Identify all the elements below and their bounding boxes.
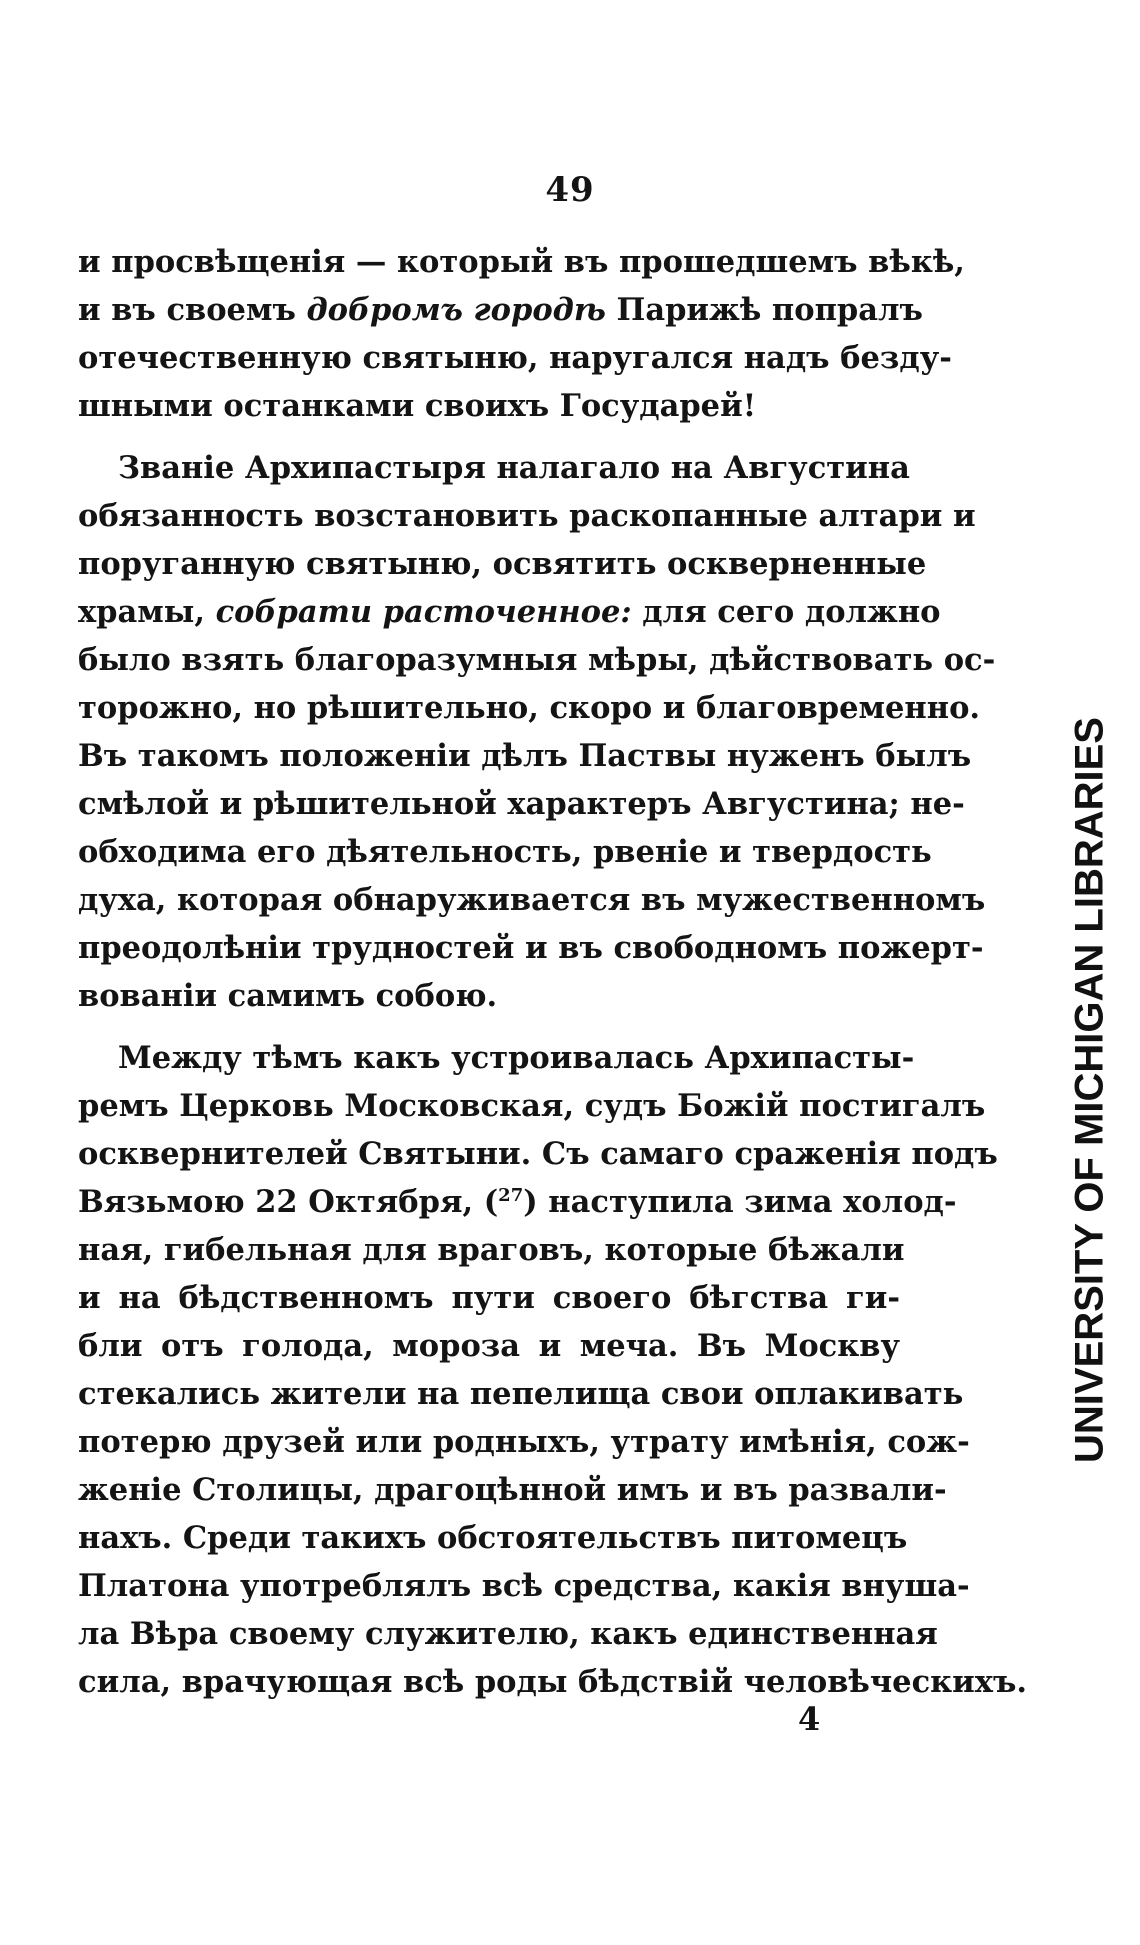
text-line: поруганную святыню, освятить оскверненные — [78, 546, 927, 582]
page-number: 49 — [545, 170, 595, 210]
paragraph — [78, 1034, 1027, 1706]
text-line: обходима его дѣятельность, рвеніе и твердость — [78, 834, 932, 870]
text-line — [78, 286, 923, 334]
text-line: Въ такомъ положеніи дѣлъ Паствы нуженъ былъ — [78, 738, 972, 774]
text-line: и просвѣщенія — который въ прошедшемъ вѣкѣ, — [78, 244, 965, 280]
text-line — [78, 588, 941, 636]
text-line — [78, 1178, 957, 1226]
paragraph-gap — [78, 1020, 900, 1034]
text-line: женіе Столицы, драгоцѣнной имъ и въ развали- — [78, 1472, 947, 1508]
text-line: торожно, но рѣшительно, скоро и благовременно. — [78, 690, 981, 726]
text-line: Званіе Архипастыря налагало на Августина — [118, 450, 910, 486]
text-line: нахъ. Среди такихъ обстоятельствъ питомецъ — [78, 1520, 908, 1556]
text-line: отечественную святыню, наругался надъ безду- — [78, 340, 952, 376]
text-run: храмы, — [78, 594, 216, 630]
body-text — [78, 238, 1027, 1706]
library-watermark: UNIVERSITY OF MICHIGAN LIBRARIES — [1067, 717, 1112, 1463]
text-line: духа, которая обнаруживается въ мужественномъ — [78, 882, 986, 918]
text-run: и въ своемъ — [78, 292, 307, 328]
text-line: Платона употреблялъ всѣ средства, какія внуша- — [78, 1568, 970, 1604]
text-line: обязанность возстановить раскопанные алтари и — [78, 498, 976, 534]
text-line: ная, гибельная для враговъ, которые бѣжали — [78, 1232, 905, 1268]
italic-phrase: добромъ городѣ — [306, 292, 606, 328]
text-run: Парижѣ попралъ — [605, 292, 923, 328]
text-line: и на бѣдственномъ пути своего бѣгства ги- — [78, 1280, 900, 1316]
text-line: Между тѣмъ какъ устроивалась Архипасты- — [118, 1040, 915, 1076]
paragraph — [78, 444, 996, 1020]
text-line: ла Вѣра своему служителю, какъ единственная — [78, 1616, 938, 1652]
text-run: Вязьмою 22 Октября, ( — [78, 1184, 499, 1220]
text-line: шными останками своихъ Государей! — [78, 388, 757, 424]
text-line: было взять благоразумныя мѣры, дѣйствовать ос- — [78, 642, 996, 678]
text-line: потерю друзей или родныхъ, утрату имѣнія, сож- — [78, 1424, 970, 1460]
text-line: ремъ Церковь Московская, судъ Божій постигалъ — [78, 1088, 986, 1124]
paragraph-gap — [78, 430, 900, 444]
paragraph — [78, 238, 965, 430]
text-line: преодолѣніи трудностей и въ свободномъ пожерт- — [78, 930, 984, 966]
text-line: смѣлой и рѣшительной характеръ Августина; не- — [78, 786, 965, 822]
text-line: стекались жители на пепелища свои оплакивать — [78, 1376, 964, 1412]
text-line: осквернителей Святыни. Съ самаго сраженія подъ — [78, 1136, 998, 1172]
signature-mark: 4 — [798, 1700, 821, 1738]
text-line: сила, врачующая всѣ роды бѣдствій человѣческихъ. — [78, 1664, 1027, 1700]
text-line: бли отъ голода, мороза и меча. Въ Москву — [78, 1328, 900, 1364]
text-run: для сего должно — [631, 594, 941, 630]
footnote-ref: 27 — [498, 1184, 524, 1206]
text-line: вованіи самимъ собою. — [78, 978, 498, 1014]
italic-phrase: собрати расточенное: — [215, 594, 632, 630]
text-run: ) наступила зима холод- — [523, 1184, 957, 1220]
